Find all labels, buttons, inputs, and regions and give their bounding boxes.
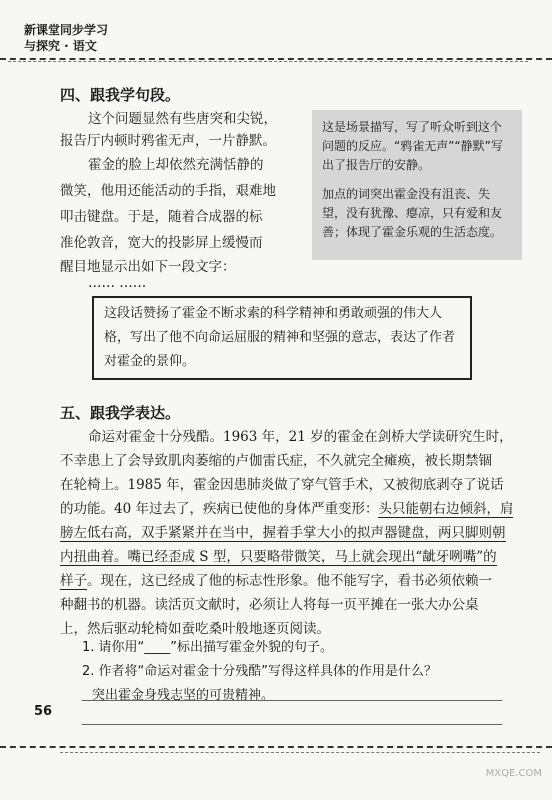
s4-line2: 报告厅内顿时鸦雀无声，一片静默。	[60, 133, 276, 149]
page-number: 56	[34, 704, 53, 719]
header-line2: 与探究 · 语文	[24, 39, 97, 53]
s5-line5	[60, 520, 506, 546]
s5-line2: 不幸患上了会导致肌肉萎缩的卢伽雷氏症，不久就完全瘫痪，被长期禁锢	[60, 453, 492, 469]
question-2: 2. 作者将“命运对霍金十分残酷”写得这样具体的作用是什么？	[82, 664, 438, 679]
answer-2: 突出霍金身残志坚的可贵精神。	[92, 688, 275, 703]
watermark: MXQE.COM	[485, 768, 542, 779]
section4-title: 四、跟我学句段。	[60, 86, 181, 104]
s4-line5: 叩击键盘。于是，随着合成器的标	[60, 209, 263, 225]
header-divider-thin	[8, 61, 528, 62]
header-line1: 新课堂同步学习	[24, 23, 109, 37]
answer-line-2	[82, 724, 502, 725]
s5-line1: 命运对霍金十分残酷。1963 年，21 岁的霍金在剑桥大学读研究生时，	[88, 429, 513, 445]
s5-line6-a: 内扭曲着。	[60, 549, 128, 565]
question-1: 1. 请你用“____”标出描写霍金外貌的句子。	[82, 640, 334, 655]
s5-line7-a: 样子	[60, 573, 87, 589]
side-note-box	[312, 110, 522, 260]
footer-divider	[0, 746, 552, 748]
s4-ellipsis: …… ……	[88, 275, 147, 291]
header	[24, 22, 108, 54]
s5-line4-a: 的功能。40 年过去了，疾病已使他的身体严重变形：	[60, 501, 379, 517]
section5-title: 五、跟我学表达。	[60, 404, 181, 422]
s5-line6	[60, 544, 497, 570]
footer-divider-thin	[60, 752, 540, 753]
s4-line4: 微笑，他用还能活动的手指，艰难地	[60, 183, 276, 199]
s5-line4-b: 头只能朝右边倾斜，肩	[378, 501, 514, 517]
s5-line7	[60, 568, 492, 594]
s4-line7: 醒目地显示出如下一段文字：	[60, 259, 236, 275]
header-divider	[0, 58, 552, 60]
s5-line6-b: 嘴已经歪成 S 型，只要略带微笑，马上就会现出“龇牙咧嘴”的	[127, 549, 497, 565]
s5-line9: 上，然后驱动轮椅如蚕吃桑叶般地逐页阅读。	[60, 621, 330, 637]
s4-line1: 这个问题显然有些唐突和尖锐，	[88, 111, 277, 127]
s5-line8: 种翻书的机器。读活页文献时，必须让人将每一页平摊在一张大办公桌	[60, 597, 479, 613]
s5-line4	[60, 496, 513, 522]
summary-box: 这段话赞扬了霍金不断求索的科学精神和勇敢顽强的伟大人格，写出了他不向命运屈服的精神和坚强的意志，表达了作者对霍金的景仰。	[92, 296, 472, 380]
answer-line-1	[82, 700, 502, 701]
s4-line3: 霍金的脸上却依然充满恬静的	[88, 157, 264, 173]
s5-line7-b: 。现在，这已经成了他的标志性形象。他不能写字，看书必须依赖一	[87, 573, 492, 589]
side-note-2: 加点的词突出霍金没有沮丧、失望，没有犹豫、瘪凉，只有爱和友善；体现了霍金乐观的生活态度。	[322, 187, 503, 239]
s5-line5-u: 膀左低右高，双手紧紧并在当中，握着手掌大小的拟声器键盘，两只脚则朝	[60, 525, 506, 541]
side-note-1: 这是场景描写，写了听众听到这个问题的反应。“鸦雀无声”“静默”写出了报告厅的安静。	[322, 120, 503, 172]
s4-line6: 准伦敦音，宽大的投影屏上缓慢而	[60, 235, 263, 251]
s5-line3: 在轮椅上。1985 年，霍金因患肺炎做了穿气管手术，又被彻底剥夺了说话	[60, 477, 504, 493]
